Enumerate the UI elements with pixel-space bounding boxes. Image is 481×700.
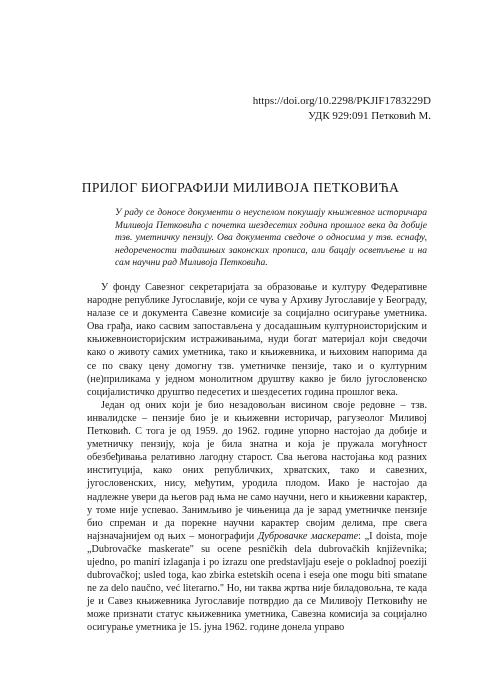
paragraph-2-part-a: Један од оних који је био незадовољан висином своје редовне – тзв. инвалидске – пензије био је и књижевни историчар, рагузеолог Миливој Петковић. С тога је од 1959. до 1962. године упорно настојао да добије и уметничку пензију, која је била знатна и која је пружала могућност обезбеђивања релативно лагодну старост. Сва његова настојања код разних институција, како оних републичких, хрватских, тако и савезних, југословенских, нису, међутим, уродила плодом. Иако је настојао да надлежне увери да његов рад њма не само научни, него и књижевни карактер, у томе није успевао. Занимљиво је чињеница да је зарад уметничке пензије био спреман и да порекне научни карактер својим делима, пре свега најзначајнијем од њих – монографији: [87, 399, 427, 542]
paragraph-2-part-b: : „I doista, moje „Dubrovačke maskerate" su ocene pesničkih dela dubrovačkih književnika; ujedno, po manirí izlaganja i po izrazu one predstavljaju eseje o pokladnoj poeziji dubrovačkoj; usled toga, kao zbirka estetskih ocena i eseja one mogu biti smatane ne za delo naučno, već literarno." Но, ни таква жртва није биладовољна, те када је и Савез књижевника Југославије потврдио да се Миливоју Петковићу не може признати статус књижевника уметника, Савезна комисија за социјално осигурање уметника је 15. јуна 1962. године донела управо: [87, 530, 427, 634]
article-title: ПРИЛОГ БИОГРАФИЈИ МИЛИВОЈА ПЕТКОВИЋА: [81, 180, 400, 195]
udc-code: УДК 929:091 Петковић М.: [308, 110, 431, 122]
abstract: У раду се доносе документи о неуспелом покушају књижевног историчара Миливоја Петковића с почетка шездесетих година прошлог века да добије тзв. уметничку пензију. Ова документа сведоче о односима у тзв. еснафу, недоречености тадашњих законских прописа, али бацају осветљење и на сам научни рад Миливоја Петковића.: [115, 207, 427, 269]
body-paragraph-1: У фонду Савезног секретаријата за образовање и културу Федеративне народне републике Југославије, који се чува у Архиву Југославије у Београду, налазе се и документа Савезне комисије за социјално осигурање уметника. Ова грађа, иако сасвим запостављена у досадашњим културноисторијским и књижевноисторијским истраживањима, нуди богат материјал који сведочи како о животу самих уметника, тако и књижевника, и њиховим напорима да се по сваку цену домогну тзв. уметничке пензије, тако и о културним (не)приликама у једном монолитном друштву какво је било југословенско социјалистичко друштво педесетих и шездесетих година прошлог века.: [87, 282, 427, 398]
book-title-dubrovacke-maskerate: Дубровачке маскерате: [257, 530, 359, 542]
article-identifiers: [253, 94, 431, 124]
doi-link[interactable]: https://doi.org/10.2298/PKJIF1783229D: [252, 95, 431, 107]
article-body: [87, 281, 427, 635]
body-paragraph-2: [87, 399, 427, 635]
